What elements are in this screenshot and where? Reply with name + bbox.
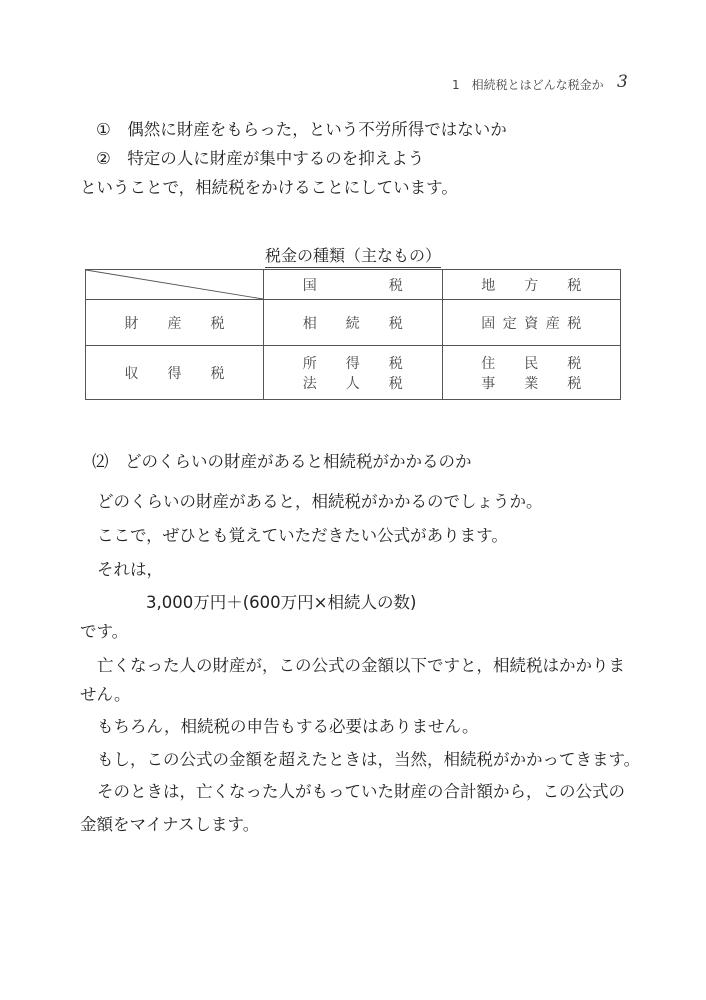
intro-line: ① 偶然に財産をもらった，という不労所得ではないか (96, 120, 507, 139)
intro-line: ということで，相続税をかけることにしています。 (80, 178, 458, 197)
body-line: ここで，ぜひとも覚えていただきたい公式があります。 (97, 526, 508, 545)
tax-types-table (85, 269, 621, 400)
body-line: もちろん，相続税の申告もする必要はありません。 (97, 717, 479, 736)
page-number: 3 (617, 72, 628, 92)
national-tax-cell: 相 続 税 (264, 300, 443, 346)
intro-line: ② 特定の人に財産が集中するのを抑えよう (96, 149, 425, 168)
table-row (86, 346, 621, 400)
table-title: 税金の種類（主なもの） (0, 243, 706, 266)
body-line: です。 (80, 622, 129, 641)
local-tax-cell: 住 民 税 事 業 税 (442, 346, 621, 400)
body-line: どのくらいの財産があると，相続税がかかるのでしょうか。 (97, 492, 543, 511)
diagonal-header-cell (86, 270, 264, 300)
formula: 3,000万円＋(600万円×相続人の数) (146, 593, 417, 612)
table-row (86, 300, 621, 346)
body-line: 亡くなった人の財産が，この公式の金額以下ですと，相続税はかかりま (97, 656, 625, 675)
column-header-national: 国 税 (264, 270, 443, 300)
row-label: 財 産 税 (86, 300, 264, 346)
running-header (452, 76, 604, 93)
column-header-local: 地 方 税 (442, 270, 621, 300)
body-line: そのときは，亡くなった人がもっていた財産の合計額から，この公式の (97, 782, 625, 801)
body-line: せん。 (80, 685, 131, 704)
body-line: 金額をマイナスします。 (80, 815, 260, 834)
chapter-number: 1 (452, 78, 460, 92)
body-line: もし，この公式の金額を超えたときは，当然，相続税がかかってきます。 (97, 750, 641, 769)
row-label: 収 得 税 (86, 346, 264, 400)
local-tax-cell: 固 定 資 産 税 (442, 300, 621, 346)
national-tax-cell: 所 得 税 法 人 税 (264, 346, 443, 400)
chapter-title: 相続税とはどんな税金か (471, 78, 604, 92)
section-heading: ⑵ どのくらいの財産があると相続税がかかるのか (92, 452, 472, 471)
body-line: それは， (97, 560, 163, 579)
